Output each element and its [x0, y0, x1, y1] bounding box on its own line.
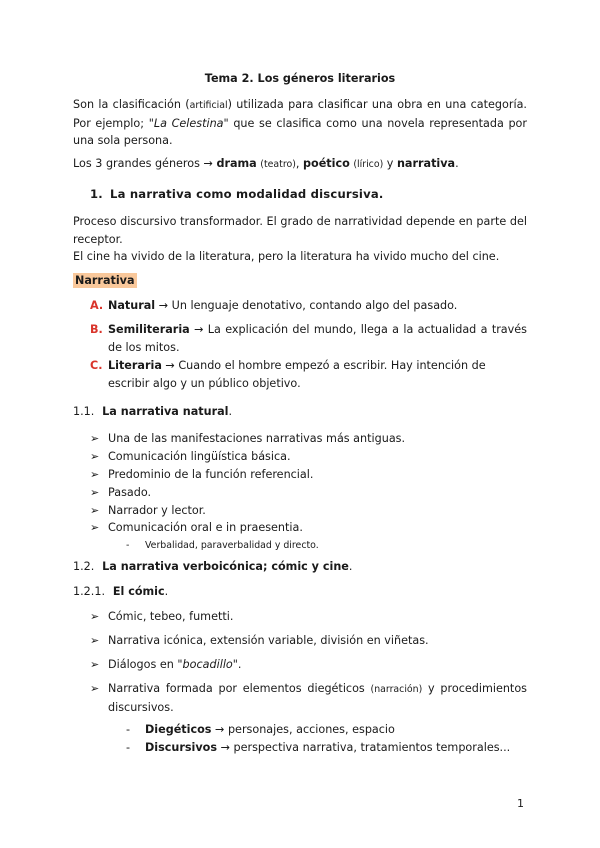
arrow-bullet-icon: ➢	[90, 468, 100, 481]
subsection-title: El cómic	[112, 585, 165, 598]
bullet-text: Predominio de la función referencial.	[108, 468, 314, 481]
subsection-heading-1-1	[73, 405, 232, 418]
list-item-name: Semiliteraria	[108, 323, 190, 336]
bullet-text-end: ".	[232, 658, 242, 671]
list-item	[90, 466, 527, 484]
arrow-bullet-icon: ➢	[90, 486, 100, 499]
dash-bullet-icon: -	[126, 540, 130, 551]
section-number: 1.	[90, 187, 103, 201]
section-heading-text: La narrativa como modalidad discursiva.	[110, 187, 384, 201]
section1-paragraph-1: Proceso discursivo transformador. El grado de narratividad depende en parte del receptor.	[73, 215, 527, 246]
genre-poetico: poético	[303, 157, 350, 170]
list-item	[90, 519, 527, 537]
bullet-text-end: y procedimientos discursivos.	[108, 682, 527, 714]
genres-paragraph	[73, 155, 527, 174]
dash-bold-term: Diegéticos	[145, 723, 212, 736]
arrow-bullet-icon: ➢	[90, 682, 100, 695]
bullet-text	[108, 680, 527, 716]
bullet-italic-word: bocadillo	[182, 658, 233, 671]
dash-item	[126, 722, 527, 738]
genres-text: Los 3 grandes géneros →	[73, 157, 217, 170]
list-item	[90, 680, 527, 716]
genre-narrativa: narrativa	[396, 157, 456, 170]
list-item-text: → La explicación del mundo, llega a la actualidad a través de los mitos.	[108, 323, 527, 354]
bullet-text: Cómic, tebeo, fumetti.	[108, 610, 234, 623]
arrow-bullet-icon: ➢	[90, 521, 100, 534]
subsection-period: .	[348, 560, 353, 573]
dash-text: → perspectiva narrativa, tratamientos temporales...	[217, 741, 511, 754]
subsection-number: 1.2.1.	[73, 585, 106, 598]
dash-text: → personajes, acciones, espacio	[211, 723, 395, 736]
dash-item	[126, 538, 527, 554]
genres-comma: ,	[295, 157, 303, 170]
intro-text: Son la clasificación (	[73, 98, 190, 111]
list-item-b	[90, 321, 527, 356]
list-item	[90, 484, 527, 502]
list-item	[90, 632, 527, 650]
intro-text-mid: ) utilizada para clasificar una obra en una categoría. Por ejemplo;	[73, 98, 527, 130]
subsection-number: 1.1.	[73, 405, 95, 418]
intro-artificial: artificial	[189, 100, 228, 111]
dash-bullet-icon: -	[126, 741, 131, 754]
subsection-heading-1-2	[73, 560, 352, 573]
genres-and: y	[383, 157, 397, 170]
bullet-text: Narrador y lector.	[108, 504, 206, 517]
genre-drama: drama	[216, 157, 257, 170]
narrativa-highlight-label: Narrativa	[75, 274, 135, 287]
intro-quote: "La Celestina"	[148, 116, 229, 130]
section-heading-1	[90, 187, 384, 201]
arrow-bullet-icon: ➢	[90, 450, 100, 463]
page-title: Tema 2. Los géneros literarios	[204, 72, 396, 85]
subsection-heading-1-2-1	[73, 585, 168, 598]
dash-bold-term: Discursivos	[145, 741, 218, 754]
list-letter: A.	[90, 299, 104, 312]
list-letter: C.	[90, 359, 103, 372]
arrow-bullet-icon: ➢	[90, 504, 100, 517]
dash-text: Verbalidad, paraverbalidad y directo.	[145, 540, 319, 551]
subsection-period: .	[228, 405, 233, 418]
list-item-text: → Un lenguaje denotativo, contando algo del pasado.	[155, 299, 458, 312]
page-number: 1	[517, 797, 524, 810]
bullet-text	[108, 656, 527, 674]
bullet-text-start: Narrativa formada por elementos diegéticos	[108, 682, 371, 695]
arrow-bullet-icon: ➢	[90, 658, 100, 671]
bullet-text: Comunicación lingüística básica.	[108, 450, 291, 463]
list-item	[90, 448, 527, 466]
list-item	[90, 608, 527, 626]
arrow-bullet-icon: ➢	[90, 610, 100, 623]
subsection-number: 1.2.	[73, 560, 95, 573]
genres-period: .	[455, 157, 459, 170]
subsection-title: La narrativa natural	[102, 405, 229, 418]
bullet-text: Comunicación oral e in praesentia.	[108, 521, 303, 534]
intro-text-end: que se clasifica como una novela representada por una sola persona.	[73, 116, 528, 147]
bullet-text: Una de las manifestaciones narrativas más antiguas.	[108, 432, 406, 445]
list-item-text: → Cuando el hombre empezó a escribir. Hay intención de escribir algo y un público objetivo.	[108, 359, 486, 390]
dash-bullet-icon: -	[126, 723, 131, 736]
bullet-small-note: (narración)	[370, 684, 423, 695]
list-item-a	[90, 297, 527, 315]
section1-paragraph-2: El cine ha vivido de la literatura, pero la literatura ha vivido mucho del cine.	[73, 250, 500, 263]
list-item-name: Literaria	[108, 359, 162, 372]
genre-lirico: (lírico)	[353, 159, 384, 170]
bullet-text-start: Diálogos en "	[108, 658, 183, 671]
list-item	[90, 502, 527, 520]
arrow-bullet-icon: ➢	[90, 634, 100, 647]
list-item	[90, 656, 527, 674]
list-item	[90, 430, 527, 448]
dash-item	[126, 740, 527, 756]
arrow-bullet-icon: ➢	[90, 432, 100, 445]
genre-teatro: (teatro)	[260, 159, 296, 170]
bullet-text: Pasado.	[108, 486, 152, 499]
subsection-period: .	[164, 585, 169, 598]
intro-paragraph	[73, 96, 527, 150]
list-letter: B.	[90, 323, 103, 336]
bullet-text: Narrativa icónica, extensión variable, división en viñetas.	[108, 634, 429, 647]
subsection-title: La narrativa verboicónica; cómic y cine	[102, 560, 349, 573]
list-item-name: Natural	[108, 299, 156, 312]
list-item-c	[90, 357, 527, 392]
